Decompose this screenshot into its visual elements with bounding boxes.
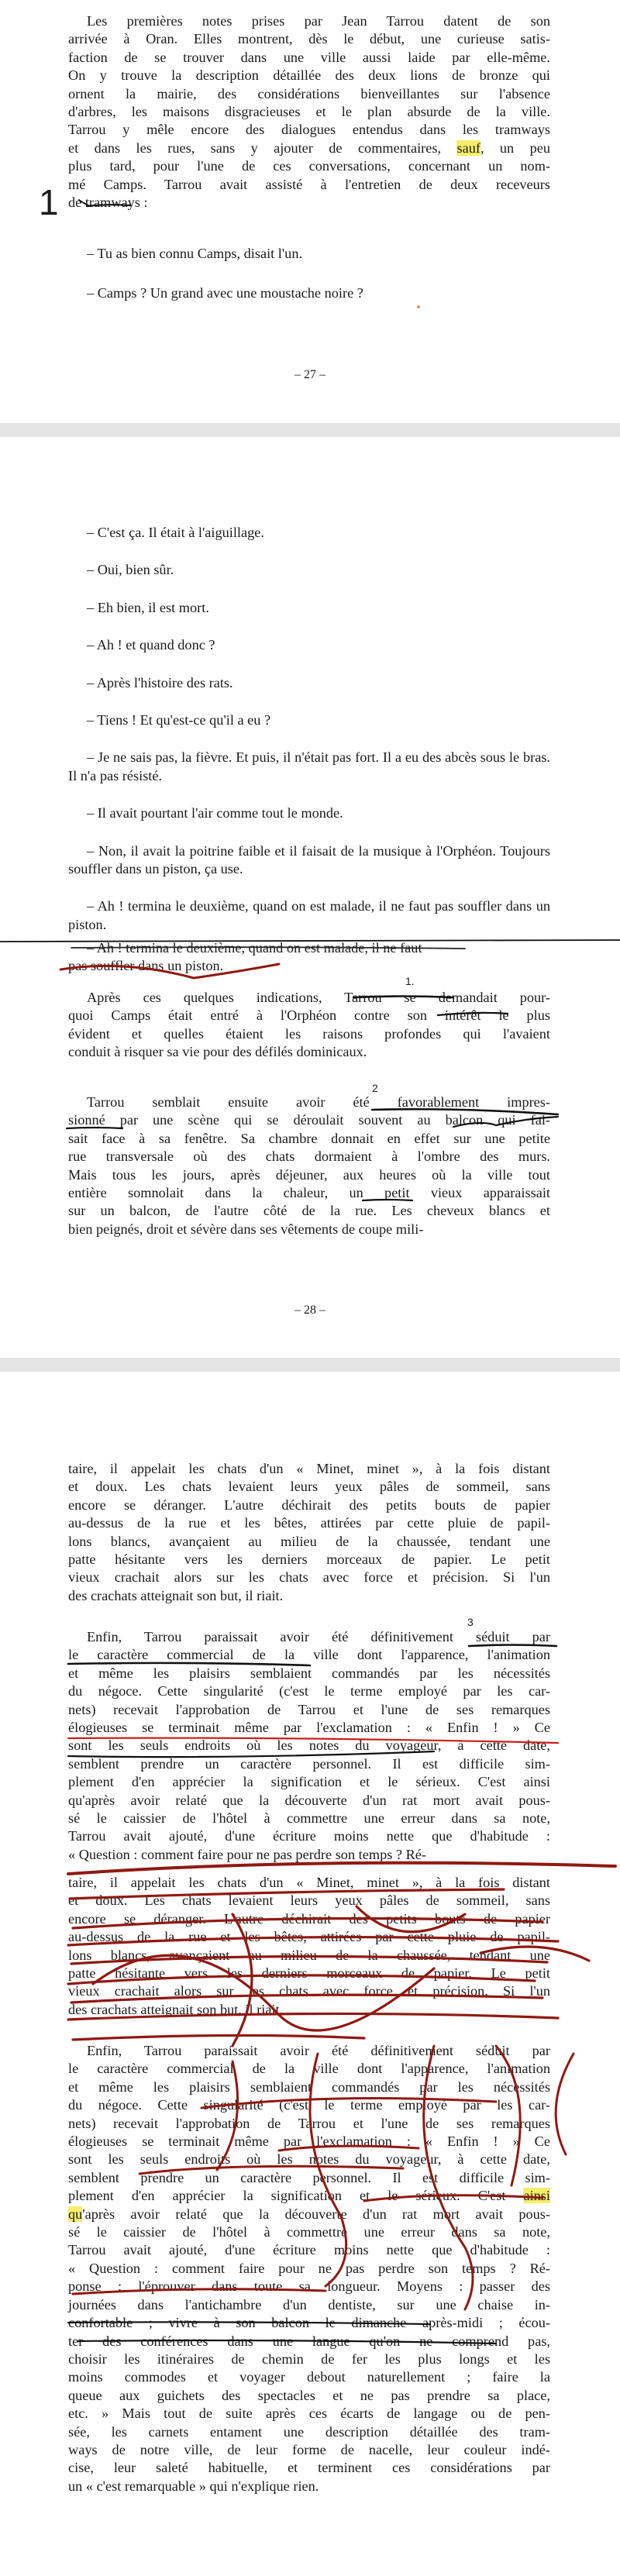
text-line: et doux. Les chats levaient leurs yeux pâles de sommeil, sans: [68, 1479, 550, 1495]
text-line: quoi Camps était entré à l'Orphéon contre son intérêt le plus: [68, 1007, 550, 1024]
text-line: au-dessus de la rue et les bêtes, attirées par cette pluie de papil-: [68, 1515, 550, 1531]
text-line: taire, il appelait les chats d'un « Minet, minet », à la fois distant: [68, 1461, 550, 1476]
text-line: lons blancs, avançaient au milieu de la chaussée, tendant une: [68, 1533, 550, 1549]
text-line: nets) recevait l'approbation de Tarrou et l'une de ses remarques: [68, 2115, 550, 2131]
text-line: et même les plaisirs semblaient commandés par les nécessités: [68, 2078, 550, 2095]
dup-line-2: pas souffler dans un piston.: [68, 958, 224, 974]
dialogue-line: – Tiens ! Et qu'est-ce qu'il a eu ?: [87, 712, 271, 728]
dialogue-line: – Il avait pourtant l'air comme tout le monde.: [87, 805, 343, 821]
page-number: – 27 –: [294, 368, 326, 381]
page29-block-3-duplicate: [68, 1874, 550, 2019]
dialogue-line: – Tu as bien connu Camps, disait l'un.: [87, 246, 303, 261]
text-line: Après ces quelques indications, Tarrou se demandait pour-: [87, 990, 550, 1005]
page-separator: [0, 423, 620, 437]
text-line: du négoce. Cette singularité (c'est le terme employé par les car-: [68, 1683, 550, 1700]
annotation-1: 1.: [405, 975, 415, 987]
text-line: patte hésitante vers les derniers morceaux de papier. Le petit: [68, 1965, 550, 1982]
text-line: Tarrou y mêle encore des dialogues entendus dans les tramways: [68, 122, 550, 138]
text-line: plement d'en apprécier la signification et le sérieux. C'est ainsi: [68, 1774, 550, 1790]
text-line: ways de notre ville, de leur forme de nacelle, leur couleur indé-: [68, 2441, 550, 2457]
text-line: Tarrou avait ajouté, d'une écriture moins nette que d'habitude :: [68, 1828, 550, 1844]
page28-paragraph-2: [68, 1093, 550, 1238]
text-line: taire, il appelait les chats d'un « Minet, minet », à la fois distant: [68, 1875, 550, 1890]
text-line: patte hésitante vers les derniers morceaux de papier. Le petit: [68, 1551, 550, 1568]
text-line: encore se déranger. L'autre déchirait des petits bouts de papier: [68, 1910, 550, 1927]
highlighted-word: qu: [68, 2206, 83, 2222]
text-line: « Question : comment faire pour ne pas perdre son temps ? Ré-: [68, 1846, 426, 1862]
annotation-2: 2: [372, 1082, 378, 1094]
dialogue-line: – Après l'histoire des rats.: [87, 674, 233, 690]
text-line: un « c'est remarquable » qui n'explique rien.: [68, 2478, 319, 2494]
text-line: et même les plaisirs semblaient commandés par les nécessités: [68, 1665, 550, 1681]
text-line: vieux crachait alors sur les chats avec force et précision. Si l'un: [68, 1983, 550, 1999]
text-line: qu'après avoir relaté que la découverte d'un rat mort avait pous-: [68, 1792, 550, 1808]
text-line: choisir les itinéraires de chemin de fer les plus longs et les: [68, 2350, 550, 2367]
text-line: moins commodes et voyager debout naturellement ; faire la: [68, 2369, 550, 2385]
dup-line-1: – Ah ! termina le deuxième, quand on est malade, il ne faut: [87, 940, 422, 956]
margin-number: 1: [39, 182, 59, 222]
text-line: confortable ; vivre à son balcon le dimanche après-midi ; écou-: [68, 2315, 550, 2331]
text-line: plement d'en apprécier la signification et le sérieux. C'est ainsi: [68, 2188, 550, 2204]
text-line: sée, les carnets entament une description détaillée des tram-: [68, 2423, 550, 2440]
page-28: [0, 437, 620, 1359]
page-27: [0, 0, 620, 422]
text-line: rue transversale où des chats dormaient à l'ombre des murs.: [68, 1149, 550, 1165]
text-line: arrivée à Oran. Elles montrent, dès le début, une curieuse satis-: [68, 31, 550, 47]
text-line: sionné par une scène qui se déroulait souvent au balcon qui fai-: [68, 1112, 550, 1128]
text-line: encore se déranger. L'autre déchirait des petits bouts de papier: [68, 1496, 550, 1513]
text-line: Mais tous les jours, après déjeuner, aux heures où la ville tout: [68, 1166, 550, 1183]
page28-paragraph-1: [68, 989, 550, 1062]
page29-block-4: [68, 2042, 550, 2495]
text-line: mé Camps. Tarrou avait assisté à l'entretien de deux receveurs: [68, 176, 550, 192]
text-line: vieux crachait alors sur les chats avec force et précision. Si l'un: [68, 1569, 550, 1586]
text-line: élogieuses se terminait même par l'exclamation : « Enfin ! » Ce: [68, 2133, 550, 2150]
text-line: élogieuses se terminait même par l'exclamation : « Enfin ! » Ce: [68, 1720, 550, 1736]
text-line: plus tard, pour l'une de ces conversations, concernant un nom-: [68, 158, 550, 174]
text-line: faction de se trouver dans une ville aussi laide par elle-même.: [68, 49, 550, 65]
text-line: et doux. Les chats levaient leurs yeux pâles de sommeil, sans: [68, 1892, 550, 1909]
text-line: sé le caissier de l'hôtel à commettre une erreur dans sa note,: [68, 1810, 550, 1827]
text-line: au-dessus de la rue et les bêtes, attirées par cette pluie de papil-: [68, 1929, 550, 1945]
text-line: etc. » Mais tout de suite après ces écarts de langage ou de pen-: [68, 2406, 550, 2422]
text-line: Tarrou semblait ensuite avoir été favorablement impres-: [87, 1094, 550, 1110]
text-line: Tarrou avait ajouté, d'une écriture moins nette que d'habitude :: [68, 2242, 550, 2258]
text-line: conduit à risquer sa vie pour des défilés dominicaux.: [68, 1044, 367, 1060]
text-line: journées dans l'antichambre d'un dentiste, sur une chaise in-: [68, 2296, 550, 2313]
text-line: du négoce. Cette singularité (c'est le terme employé par les car-: [68, 2097, 550, 2113]
page-29-scan: [0, 1372, 620, 2576]
text-line: des crachats atteignait son but, il riait.: [68, 1587, 284, 1603]
text-line: Enfin, Tarrou paraissait avoir été définitivement séduit par: [87, 2043, 550, 2058]
text-line: des crachats atteignait son but, il riait.: [68, 2001, 284, 2017]
text-line: queue aux guichets des spectacles et ne pas prendre sa place,: [68, 2387, 550, 2403]
page28-dialogue: [68, 524, 550, 953]
text-line: sont les seuls endroits où les notes du voyageur, à cette date,: [68, 2151, 550, 2168]
text-line: qu'après avoir relaté que la découverte d'un rat mort avait pous-: [68, 2206, 550, 2222]
text-line: cise, leur saleté habituelle, et terminent ces considérations par: [68, 2460, 550, 2476]
duplicated-dialogue-line: [68, 939, 550, 976]
dialogue-line: – Eh bien, il est mort.: [87, 599, 209, 615]
text-line: ponse : l'éprouver dans toute sa longueur. Moyens : passer des: [68, 2278, 550, 2295]
text-line: ter des conférences dans une langue qu'on ne comprend pas,: [68, 2333, 550, 2349]
text-line: sur un balcon, de l'autre côté de la rue. Les cheveux blancs et: [68, 1203, 550, 1219]
text-line: entière somnolait dans la chaleur, un petit vieux apparaissait: [68, 1185, 550, 1201]
dialogue-line: – C'est ça. Il était à l'aiguillage.: [87, 525, 264, 540]
page-separator: [0, 1358, 620, 1372]
page27-paragraph: [68, 12, 550, 212]
dialogue-line: – Oui, bien sûr.: [87, 562, 174, 578]
text-line: nets) recevait l'approbation de Tarrou et l'une de ses remarques: [68, 1701, 550, 1717]
page-number: – 28 –: [294, 1303, 326, 1317]
highlighted-word: ainsi: [523, 2188, 550, 2204]
dialogue-line: – Camps ? Un grand avec une moustache noire ?: [87, 285, 363, 301]
text-line: ornent la mairie, des considérations bienveillantes sur l'absence: [68, 85, 550, 102]
text-line: de tramways :: [68, 195, 148, 211]
dialogue-line: – Je ne sais pas, la fièvre. Et puis, il n'était pas fort. Il a eu des abcès sous le bras. Il n'a pas résisté.: [68, 749, 550, 783]
text-line: et dans les rues, sans y ajouter de commentaires, sauf, un peu: [68, 139, 551, 156]
text-line: d'arbres, les maisons disgracieuses et le plan absurde de la ville.: [68, 104, 550, 120]
text-line: « Question : comment faire pour ne pas perdre son temps ? Ré-: [68, 2260, 550, 2276]
page29-block-1: [68, 1460, 550, 1605]
text-line: le caractère commercial de la ville dont l'apparence, l'animation: [68, 2061, 550, 2077]
text-line: sont les seuls endroits où les notes du voyageur, à cette date,: [68, 1737, 550, 1754]
dialogue-line: – Ah ! termina le deuxième, quand on est malade, il ne faut pas souffler dans un piston.: [68, 898, 550, 932]
text-line: semblent prendre un caractère personnel. Il est difficile sim-: [68, 1755, 550, 1772]
dialogue-line: – Non, il avait la poitrine faible et il faisait de la musique à l'Orphéon. Toujours souffler dans un piston, ça use.: [68, 842, 550, 877]
highlighted-word: sauf: [456, 139, 480, 156]
text-line: évident et quelles étaient les raisons profondes qui l'avaient: [68, 1025, 550, 1042]
text-line: sait face à sa fenêtre. Sa chambre donnait en effet sur une petite: [68, 1130, 550, 1146]
text-line: bien peignés, droit et sévère dans ses vêtements de coupe mili-: [68, 1221, 424, 1237]
text-line: sé le caissier de l'hôtel à commettre une erreur dans sa note,: [68, 2224, 550, 2240]
page27-dialogue: [68, 245, 550, 325]
text-line: Les premières notes prises par Jean Tarrou datent de son: [87, 13, 550, 29]
dialogue-line: – Ah ! et quand donc ?: [87, 637, 215, 653]
annotation-3: 3: [467, 1616, 474, 1628]
text-line: lons blancs, avançaient au milieu de la chaussée, tendant une: [68, 1947, 550, 1963]
text-line: Enfin, Tarrou paraissait avoir été définitivement séduit par: [87, 1629, 550, 1644]
text-line: le caractère commercial de la ville dont l'apparence, l'animation: [68, 1647, 550, 1663]
page29-block-2: [68, 1628, 550, 1864]
text-line: On y trouve la description détaillée des deux lions de bronze qui: [68, 67, 550, 84]
text-line: semblent prendre un caractère personnel. Il est difficile sim-: [68, 2169, 550, 2185]
